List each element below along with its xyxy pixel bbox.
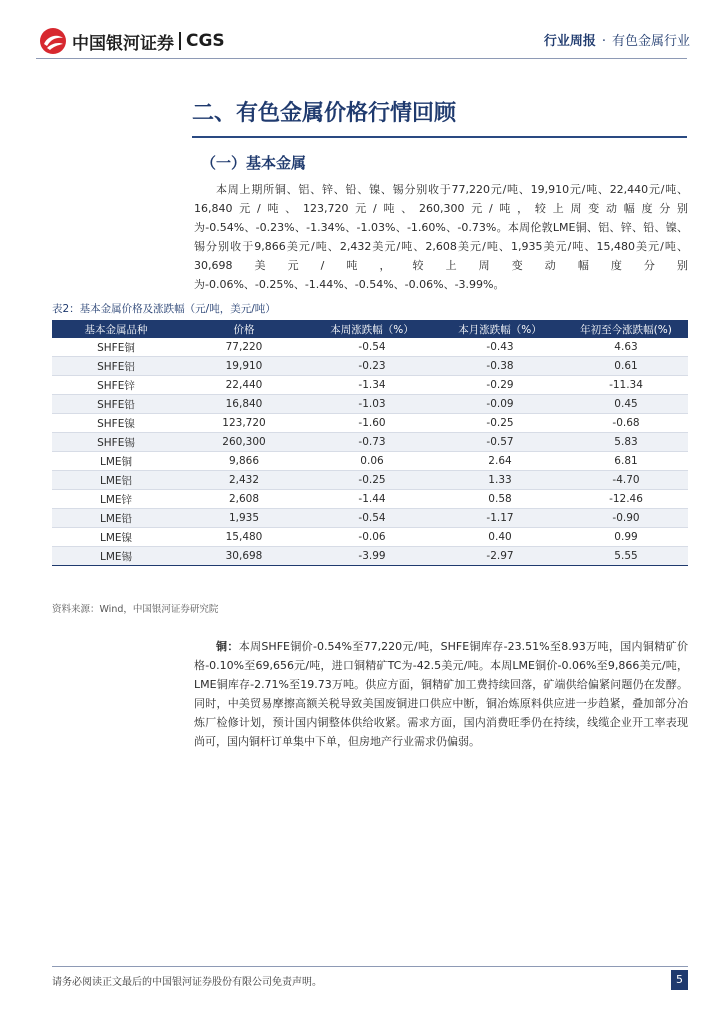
- table-cell: -0.43: [436, 338, 564, 357]
- table-cell: LME铅: [52, 509, 180, 528]
- table-cell: 9,866: [180, 452, 308, 471]
- table-cell: LME锌: [52, 490, 180, 509]
- table-cell: -0.68: [564, 414, 688, 433]
- table-cell: -1.17: [436, 509, 564, 528]
- table-cell: LME铜: [52, 452, 180, 471]
- logo-english-name: CGS: [186, 31, 225, 51]
- paragraph-lead: 铜：: [216, 640, 239, 653]
- page-header: [0, 0, 724, 62]
- table-cell: 0.58: [436, 490, 564, 509]
- column-header: 价格: [180, 320, 308, 338]
- table-cell: 22,440: [180, 376, 308, 395]
- table-cell: -0.06: [308, 528, 436, 547]
- table-row: [52, 395, 688, 414]
- table-cell: 0.40: [436, 528, 564, 547]
- table-cell: LME铝: [52, 471, 180, 490]
- table-row: [52, 414, 688, 433]
- table-header-row: [52, 320, 688, 338]
- table-cell: -11.34: [564, 376, 688, 395]
- table-cell: SHFE镍: [52, 414, 180, 433]
- table-cell: -3.99: [308, 547, 436, 566]
- table-cell: SHFE锌: [52, 376, 180, 395]
- table-cell: -0.90: [564, 509, 688, 528]
- paragraph-text: 本周SHFE铜价-0.54%至77,220元/吨，SHFE铜库存-23.51%至8.93万吨，国内铜精矿价格-0.10%至69,656元/吨，进口铜精矿TC为-42.5美元/吨。本周LME铜价-0.06%至9,866美元/吨，LME铜库存-2.71%至19.73万吨。供应方面，铜精矿加工费持续回落，矿端供给偏紧问题仍在发酵。同时，中美贸易摩擦高额关税导致美国废铜进口供应中断，铜冶炼原料供应进一步趋紧，叠加部分冶炼厂检修计划，预计国内铜整体供给收紧。需求方面，国内消费旺季仍在持续，线缆企业开工率表现尚可，国内铜杆订单集中下单，但房地产行业需求仍偏弱。: [194, 640, 688, 748]
- paragraph-base-metals: [194, 180, 688, 294]
- table-cell: 1.33: [436, 471, 564, 490]
- metal-price-table: [52, 320, 688, 566]
- column-header: 本月涨跌幅（%）: [436, 320, 564, 338]
- table-cell: -0.25: [436, 414, 564, 433]
- table-cell: SHFE铅: [52, 395, 180, 414]
- table-cell: 5.83: [564, 433, 688, 452]
- section-title: 二、有色金属价格行情回顾: [192, 100, 457, 126]
- table-cell: 0.61: [564, 357, 688, 376]
- report-type-label: 行业周报: [543, 34, 596, 49]
- table-cell: 16,840: [180, 395, 308, 414]
- table-cell: 19,910: [180, 357, 308, 376]
- table-cell: 2,432: [180, 471, 308, 490]
- table-cell: 1,935: [180, 509, 308, 528]
- column-header: 本周涨跌幅（%）: [308, 320, 436, 338]
- column-header: 基本金属品种: [52, 320, 180, 338]
- table-cell: 0.99: [564, 528, 688, 547]
- header-divider: [36, 58, 687, 59]
- company-logo: [38, 26, 225, 56]
- table-row: [52, 376, 688, 395]
- paragraph-text: 本周上期所铜、铝、锌、铅、镍、锡分别收于77,220元/吨、19,910元/吨、22,440元/吨、16,840元/吨、123,720元/吨、260,300元/吨，较上周变动幅度分别为-0.54%、-0.23%、-1.34%、-1.03%、-1.60%、-0.73%。本周伦敦LME铜、铝、锌、铅、镍、锡分别收于9,866美元/吨、2,432美元/吨、2,608美元/吨、1,935美元/吨、15,480美元/吨、30,698美元/吨，较上周变动幅度分别为-0.06%、-0.25%、-1.44%、-0.54%、-0.06%、-3.99%。: [194, 183, 688, 291]
- column-header: 年初至今涨跌幅(%): [564, 320, 688, 338]
- table-cell: SHFE铜: [52, 338, 180, 357]
- table-cell: SHFE铝: [52, 357, 180, 376]
- table-cell: -2.97: [436, 547, 564, 566]
- table-cell: -12.46: [564, 490, 688, 509]
- logo-divider: [179, 32, 181, 50]
- cgs-logo-icon: [38, 26, 68, 56]
- table-cell: -1.60: [308, 414, 436, 433]
- table-cell: -0.57: [436, 433, 564, 452]
- table-caption: 表2：基本金属价格及涨跌幅（元/吨，美元/吨）: [52, 303, 276, 315]
- table-cell: -0.38: [436, 357, 564, 376]
- table-cell: -0.09: [436, 395, 564, 414]
- table-row: [52, 338, 688, 357]
- table-row: [52, 528, 688, 547]
- table-cell: -0.29: [436, 376, 564, 395]
- report-type: [544, 30, 690, 49]
- table-row: [52, 433, 688, 452]
- table-row: [52, 471, 688, 490]
- table-cell: SHFE锡: [52, 433, 180, 452]
- table-cell: -0.54: [308, 338, 436, 357]
- table-cell: -0.25: [308, 471, 436, 490]
- table-cell: LME镍: [52, 528, 180, 547]
- subsection-title: （一）基本金属: [201, 154, 307, 172]
- table-cell: 4.63: [564, 338, 688, 357]
- table-cell: 30,698: [180, 547, 308, 566]
- table-cell: 5.55: [564, 547, 688, 566]
- page-number: 5: [671, 970, 688, 990]
- table-cell: 123,720: [180, 414, 308, 433]
- table-cell: LME锡: [52, 547, 180, 566]
- table-row: [52, 547, 688, 566]
- table-cell: 0.06: [308, 452, 436, 471]
- table-cell: 2,608: [180, 490, 308, 509]
- table-cell: -0.73: [308, 433, 436, 452]
- table-cell: 0.45: [564, 395, 688, 414]
- table-cell: 2.64: [436, 452, 564, 471]
- table-cell: -4.70: [564, 471, 688, 490]
- table-cell: 77,220: [180, 338, 308, 357]
- table-source: 资料来源：Wind，中国银河证券研究院: [52, 604, 219, 615]
- table-row: [52, 357, 688, 376]
- table-row: [52, 452, 688, 471]
- paragraph-copper: [194, 637, 688, 751]
- footer-disclaimer: 请务必阅读正文最后的中国银河证券股份有限公司免责声明。: [52, 977, 322, 988]
- table-cell: -0.54: [308, 509, 436, 528]
- table-cell: -1.44: [308, 490, 436, 509]
- table-cell: -0.23: [308, 357, 436, 376]
- industry-label: 有色金属行业: [611, 34, 690, 49]
- table-cell: 15,480: [180, 528, 308, 547]
- table-cell: -1.34: [308, 376, 436, 395]
- section-divider: [192, 136, 687, 138]
- report-type-separator: ·: [601, 34, 606, 49]
- table-row: [52, 490, 688, 509]
- table-cell: 260,300: [180, 433, 308, 452]
- table-row: [52, 509, 688, 528]
- table-cell: -1.03: [308, 395, 436, 414]
- footer-divider: [52, 966, 688, 967]
- table-cell: 6.81: [564, 452, 688, 471]
- logo-chinese-name: 中国银河证券: [72, 33, 174, 54]
